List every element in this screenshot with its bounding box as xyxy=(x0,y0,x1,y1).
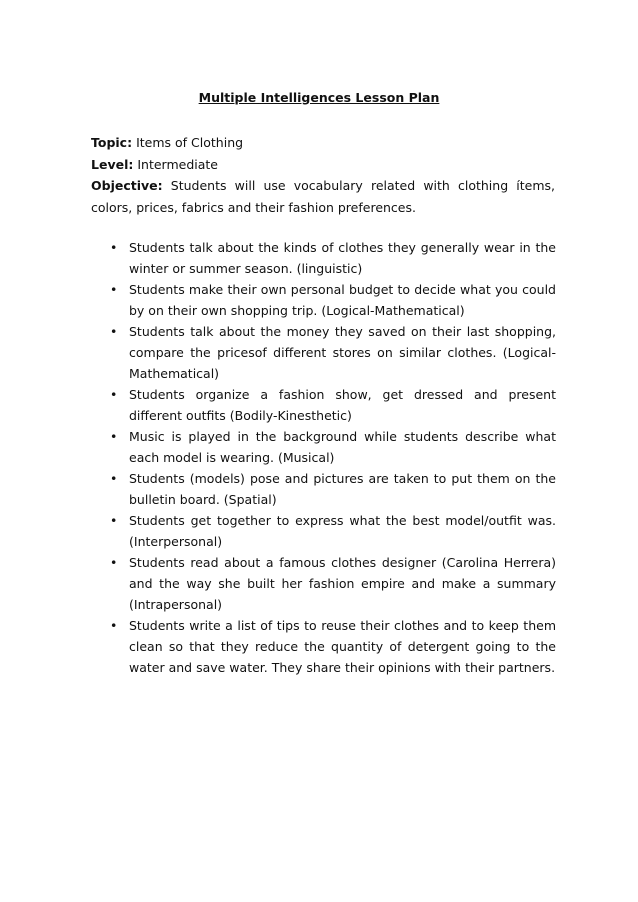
list-item xyxy=(0,510,638,552)
activity-text: Students make their own personal budget to decide what you could by on their own shopping trip. (Logical-Mathematical) xyxy=(129,282,556,318)
topic-line xyxy=(91,132,555,154)
activity-text: Students (models) pose and pictures are taken to put them on the bulletin board. (Spatial) xyxy=(129,471,556,507)
list-item xyxy=(0,426,638,468)
activity-text: Students get together to express what the best model/outfit was. (Interpersonal) xyxy=(129,513,556,549)
activity-text: Music is played in the background while students describe what each model is wearing. (Musical) xyxy=(129,429,556,465)
list-item xyxy=(0,552,638,615)
bullet-icon: • xyxy=(110,471,118,486)
list-item xyxy=(0,279,638,321)
list-item xyxy=(0,237,638,279)
bullet-icon: • xyxy=(110,555,118,570)
objective-paragraph xyxy=(91,175,555,218)
activity-text: Students talk about the money they saved on their last shopping, compare the pricesof different stores on similar clothes. (Logical-Mathematical) xyxy=(129,324,556,381)
activity-text: Students organize a fashion show, get dressed and present different outfits (Bodily-Kinesthetic) xyxy=(129,387,556,423)
bullet-icon: • xyxy=(110,618,118,633)
list-item xyxy=(0,468,638,510)
activity-text: Students read about a famous clothes designer (Carolina Herrera) and the way she built her fashion empire and make a summary (Intrapersonal) xyxy=(129,555,556,612)
level-label: Level: xyxy=(91,156,134,172)
objective-value: Students will use vocabulary related with clothing ítems, colors, prices, fabrics and their fashion preferences. xyxy=(91,178,555,215)
topic-label: Topic: xyxy=(91,135,133,150)
bullet-icon: • xyxy=(110,324,118,339)
bullet-icon: • xyxy=(110,282,118,297)
activity-list xyxy=(0,237,638,678)
bullet-icon: • xyxy=(110,429,118,444)
list-item xyxy=(0,321,638,384)
level-line xyxy=(91,154,555,176)
topic-value: Items of Clothing xyxy=(132,135,244,150)
list-item xyxy=(0,384,638,426)
list-item xyxy=(0,615,638,678)
level-value: Intermediate xyxy=(133,156,218,172)
activity-text: Students write a list of tips to reuse their clothes and to keep them clean so that they reduce the quantity of detergent going to the water and save water. They share their opinions with their partners. xyxy=(129,618,556,675)
bullet-icon: • xyxy=(110,240,118,255)
document-title: Multiple Intelligences Lesson Plan xyxy=(198,90,440,105)
bullet-icon: • xyxy=(110,387,118,402)
bullet-icon: • xyxy=(110,513,118,528)
activity-text: Students talk about the kinds of clothes they generally wear in the winter or summer season. (linguistic) xyxy=(129,240,556,276)
objective-label: Objective: xyxy=(91,178,163,193)
